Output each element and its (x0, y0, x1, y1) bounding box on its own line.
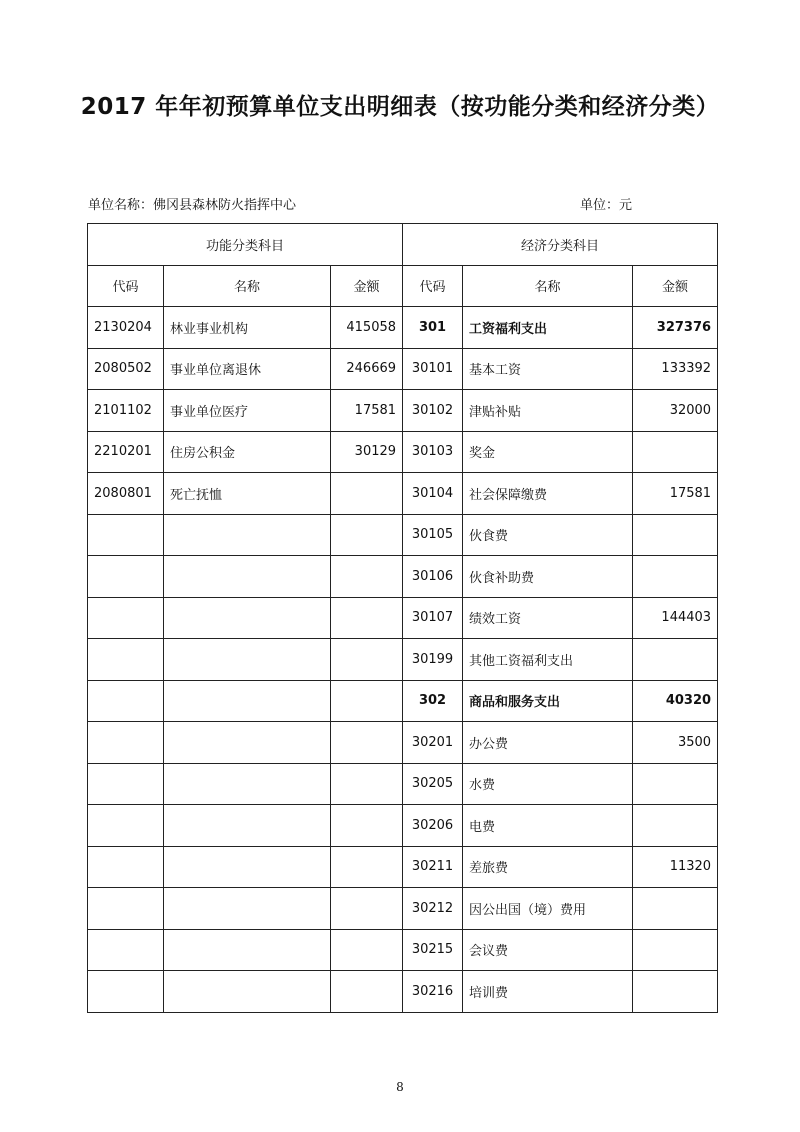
table-row (88, 556, 718, 598)
functional-name-cell (164, 763, 331, 805)
economic-name-cell: 社会保障缴费 (463, 473, 633, 515)
functional-amount-cell (331, 556, 403, 598)
functional-name-cell: 事业单位离退休 (164, 348, 331, 390)
economic-name-cell: 办公费 (463, 722, 633, 764)
functional-amount-cell (331, 680, 403, 722)
functional-amount-cell (331, 888, 403, 930)
functional-amount-cell: 415058 (331, 307, 403, 349)
unit-name-label: 单位名称： (88, 198, 154, 213)
economic-name-cell: 商品和服务支出 (463, 680, 633, 722)
economic-name-cell: 伙食费 (463, 514, 633, 556)
functional-name-cell (164, 597, 331, 639)
economic-amount-cell (633, 763, 718, 805)
economic-amount-cell: 144403 (633, 597, 718, 639)
economic-code-cell: 30105 (403, 514, 463, 556)
functional-name-cell (164, 680, 331, 722)
economic-name-cell: 会议费 (463, 929, 633, 971)
functional-amount-cell (331, 763, 403, 805)
currency-unit: 单位：元 (580, 198, 633, 213)
economic-amount-cell (633, 514, 718, 556)
economic-amount-cell (633, 431, 718, 473)
economic-amount-cell: 133392 (633, 348, 718, 390)
economic-code-cell: 301 (403, 307, 463, 349)
group-header-row (88, 224, 718, 266)
page-title: 2017 年年初预算单位支出明细表（按功能分类和经济分类） (80, 94, 720, 120)
column-header-row (88, 265, 718, 307)
budget-detail-table (87, 223, 718, 1013)
economic-code-cell: 30102 (403, 390, 463, 432)
economic-amount-cell (633, 971, 718, 1013)
functional-name-cell (164, 556, 331, 598)
functional-amount-cell: 30129 (331, 431, 403, 473)
functional-code-cell (88, 888, 164, 930)
functional-amount-cell (331, 846, 403, 888)
functional-name-cell (164, 888, 331, 930)
functional-amount-cell (331, 805, 403, 847)
economic-code-cell: 30199 (403, 639, 463, 681)
table-row (88, 307, 718, 349)
functional-code-cell (88, 805, 164, 847)
economic-amount-cell: 3500 (633, 722, 718, 764)
functional-code-cell: 2101102 (88, 390, 164, 432)
economic-name-cell: 因公出国（境）费用 (463, 888, 633, 930)
economic-name-cell: 电费 (463, 805, 633, 847)
economic-name-cell: 水费 (463, 763, 633, 805)
economic-name-cell: 其他工资福利支出 (463, 639, 633, 681)
functional-amount-cell: 246669 (331, 348, 403, 390)
functional-code-cell: 2130204 (88, 307, 164, 349)
economic-code-cell: 30216 (403, 971, 463, 1013)
economic-code-cell: 30215 (403, 929, 463, 971)
functional-name-cell: 事业单位医疗 (164, 390, 331, 432)
economic-name-cell: 伙食补助费 (463, 556, 633, 598)
unit-name-line (88, 194, 296, 213)
economic-code-cell: 30103 (403, 431, 463, 473)
functional-amount-cell (331, 722, 403, 764)
economic-amount-cell: 327376 (633, 307, 718, 349)
economic-amount-cell: 17581 (633, 473, 718, 515)
col-header-economic-amount: 金额 (633, 265, 718, 307)
col-header-functional-code: 代码 (88, 265, 164, 307)
economic-name-cell: 绩效工资 (463, 597, 633, 639)
functional-amount-cell: 17581 (331, 390, 403, 432)
unit-name-value: 佛冈县森林防火指挥中心 (153, 198, 297, 213)
table-row (88, 514, 718, 556)
functional-code-cell (88, 722, 164, 764)
functional-name-cell (164, 639, 331, 681)
functional-name-cell: 林业事业机构 (164, 307, 331, 349)
economic-amount-cell (633, 556, 718, 598)
functional-code-cell (88, 846, 164, 888)
table-row (88, 680, 718, 722)
functional-classification-header: 功能分类科目 (88, 224, 403, 266)
functional-name-cell: 死亡抚恤 (164, 473, 331, 515)
table-row (88, 722, 718, 764)
functional-amount-cell (331, 639, 403, 681)
functional-code-cell: 2210201 (88, 431, 164, 473)
functional-name-cell (164, 929, 331, 971)
functional-amount-cell (331, 929, 403, 971)
functional-code-cell (88, 763, 164, 805)
economic-amount-cell (633, 639, 718, 681)
economic-code-cell: 30101 (403, 348, 463, 390)
col-header-functional-name: 名称 (164, 265, 331, 307)
functional-name-cell (164, 805, 331, 847)
functional-code-cell (88, 556, 164, 598)
functional-code-cell: 2080801 (88, 473, 164, 515)
economic-code-cell: 30206 (403, 805, 463, 847)
functional-amount-cell (331, 597, 403, 639)
functional-amount-cell (331, 514, 403, 556)
economic-code-cell: 30201 (403, 722, 463, 764)
economic-code-cell: 30107 (403, 597, 463, 639)
economic-amount-cell (633, 888, 718, 930)
table-row (88, 597, 718, 639)
col-header-functional-amount: 金额 (331, 265, 403, 307)
economic-amount-cell (633, 929, 718, 971)
page-number: 8 (396, 1080, 404, 1094)
functional-name-cell: 住房公积金 (164, 431, 331, 473)
economic-classification-header: 经济分类科目 (403, 224, 718, 266)
economic-amount-cell: 32000 (633, 390, 718, 432)
functional-code-cell (88, 971, 164, 1013)
economic-name-cell: 基本工资 (463, 348, 633, 390)
economic-code-cell: 30106 (403, 556, 463, 598)
table-row (88, 763, 718, 805)
functional-name-cell (164, 846, 331, 888)
economic-amount-cell (633, 805, 718, 847)
economic-name-cell: 培训费 (463, 971, 633, 1013)
table-row (88, 971, 718, 1013)
table-row (88, 431, 718, 473)
col-header-economic-code: 代码 (403, 265, 463, 307)
table-row (88, 390, 718, 432)
economic-code-cell: 30212 (403, 888, 463, 930)
functional-amount-cell (331, 971, 403, 1013)
functional-code-cell (88, 639, 164, 681)
table-row (88, 929, 718, 971)
economic-name-cell: 差旅费 (463, 846, 633, 888)
economic-name-cell: 奖金 (463, 431, 633, 473)
functional-amount-cell (331, 473, 403, 515)
economic-amount-cell: 40320 (633, 680, 718, 722)
table-row (88, 348, 718, 390)
functional-code-cell (88, 680, 164, 722)
economic-name-cell: 工资福利支出 (463, 307, 633, 349)
economic-code-cell: 30205 (403, 763, 463, 805)
table-row (88, 888, 718, 930)
economic-code-cell: 30211 (403, 846, 463, 888)
table-row (88, 805, 718, 847)
table-row (88, 846, 718, 888)
table-row (88, 639, 718, 681)
economic-amount-cell: 11320 (633, 846, 718, 888)
table-row (88, 473, 718, 515)
economic-code-cell: 30104 (403, 473, 463, 515)
functional-code-cell (88, 929, 164, 971)
functional-code-cell: 2080502 (88, 348, 164, 390)
economic-name-cell: 津贴补贴 (463, 390, 633, 432)
functional-name-cell (164, 971, 331, 1013)
functional-code-cell (88, 514, 164, 556)
functional-code-cell (88, 597, 164, 639)
functional-name-cell (164, 514, 331, 556)
functional-name-cell (164, 722, 331, 764)
economic-code-cell: 302 (403, 680, 463, 722)
col-header-economic-name: 名称 (463, 265, 633, 307)
